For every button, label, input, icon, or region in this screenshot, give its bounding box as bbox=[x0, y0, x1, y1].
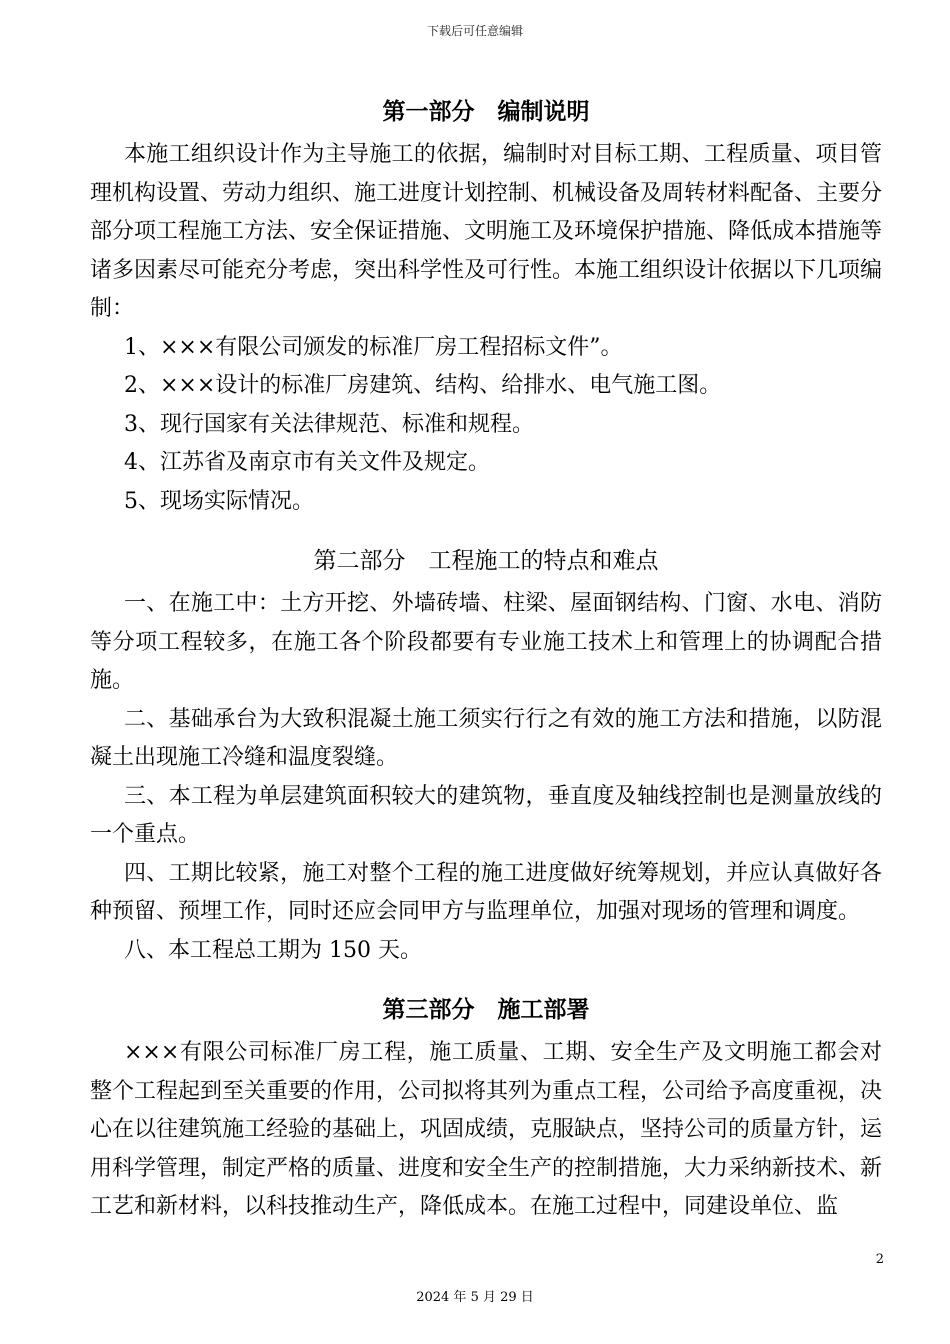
section1-item-5: 5、现场实际情况。 bbox=[124, 488, 314, 514]
section1-item-4: 4、江苏省及南京市有关文件及规定。 bbox=[124, 450, 490, 475]
section3-title: 第三部分 施工部署 bbox=[382, 996, 590, 1023]
section1-item-1: 1、×××有限公司颁发的标准厂房工程招标文件”。 bbox=[124, 334, 623, 360]
section2-paragraph-5: 八、本工程总工期为 150 天。 bbox=[124, 937, 422, 963]
section-gap bbox=[90, 521, 882, 541]
section2-paragraph-3: 三、本工程为单层建筑面积较大的建筑物，垂直度及轴线控制也是测量放线的一个重点。 bbox=[90, 783, 882, 847]
section1-item-3: 3、现行国家有关法律规范、标准和规程。 bbox=[124, 411, 534, 437]
section-gap bbox=[90, 970, 882, 990]
header-note: 下载后可任意编辑 bbox=[426, 24, 523, 38]
section2-paragraph-2: 二、基础承台为大致积混凝土施工须实行行之有效的施工方法和措施，以防混凝土出现施工冷缝和温度裂缝。 bbox=[90, 706, 882, 770]
page-number: 2 bbox=[875, 1252, 884, 1267]
section2-paragraph-1: 一、在施工中：土方开挖、外墙砖墙、柱梁、屋面钢结构、门窗、水电、消防等分项工程较多，在施工各个阶段都要有专业施工技术上和管理上的协调配合措施。 bbox=[90, 591, 882, 693]
section3-paragraph: ×××有限公司标准厂房工程，施工质量、工期、安全生产及文明施工都会对整个工程起到至关重要的作用，公司拟将其列为重点工程，公司给予高度重视，决心在以往建筑施工经验的基础上，巩固成绩，克服缺点，坚持公司的质量方针，运用科学管理，制定严格的质量、进度和安全生产的控制措施，大力采纳新技术、新工艺和新材料，以科技推动生产，降低成本。在施工过程中，同建设单位、监 bbox=[90, 1040, 883, 1219]
section1-intro: 本施工组织设计作为主导施工的依据，编制时对目标工期、工程质量、项目管理机构设置、劳动力组织、施工进度计划控制、机械设备及周转材料配备、主要分部分项工程施工方法、安全保证措施、文明施工及环境保护措施、降低成本措施等诸多因素尽可能充分考虑，突出科学性及可行性。本施工组织设计依据以下几项编制： bbox=[90, 142, 883, 321]
section2-title: 第二部分 工程施工的特点和难点 bbox=[313, 548, 659, 574]
document-page bbox=[90, 92, 882, 1227]
footer-date: 2024 年 5 月 29 日 bbox=[416, 1290, 534, 1305]
section1-item-2: 2、×××设计的标准厂房建筑、结构、给排水、电气施工图。 bbox=[124, 373, 722, 398]
section2-paragraph-4: 四、工期比较紧，施工对整个工程的施工进度做好统筹规划，并应认真做好各种预留、预埋工作，同时还应会同甲方与监理单位，加强对现场的管理和调度。 bbox=[90, 860, 882, 924]
section1-title: 第一部分 编制说明 bbox=[382, 98, 590, 125]
